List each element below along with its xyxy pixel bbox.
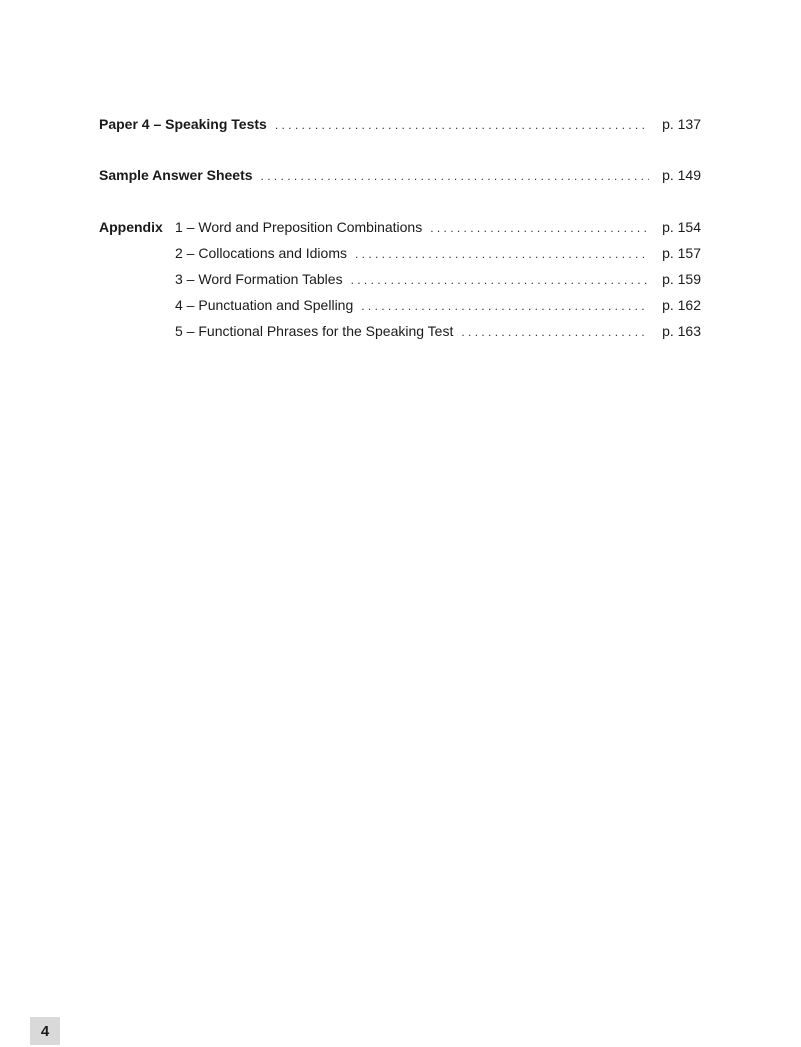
toc-entry-sample-answer-sheets (99, 165, 701, 185)
toc-appendix-item-2 (99, 243, 701, 263)
toc-entry-page: p. 137 (662, 116, 701, 132)
toc-entry-page: p. 149 (662, 167, 701, 183)
toc-appendix-item-4 (99, 295, 701, 315)
toc-entry-speaking-tests (99, 114, 701, 134)
dot-leader (355, 244, 649, 264)
dot-leader (261, 166, 649, 186)
toc-appendix-item-3 (99, 269, 701, 289)
dot-leader (461, 322, 649, 342)
page-number: 4 (30, 1017, 60, 1045)
dot-leader (430, 218, 649, 238)
appendix-item-page: p. 154 (662, 219, 701, 235)
appendix-item-page: p. 163 (662, 323, 701, 339)
dot-leader (351, 270, 649, 290)
appendix-item-page: p. 159 (662, 271, 701, 287)
appendix-item-title: 3 – Word Formation Tables (175, 271, 343, 287)
dot-leader (275, 115, 649, 135)
dot-leader (361, 296, 649, 316)
appendix-label: Appendix (99, 219, 163, 235)
appendix-item-title: 1 – Word and Preposition Combinations (175, 219, 423, 235)
toc-appendix-item-1 (99, 217, 701, 237)
toc-appendix-item-5 (99, 321, 701, 341)
appendix-item-title: 2 – Collocations and Idioms (175, 245, 347, 261)
appendix-item-page: p. 162 (662, 297, 701, 313)
toc-entry-title: Sample Answer Sheets (99, 167, 253, 183)
appendix-item-title: 5 – Functional Phrases for the Speaking Test (175, 323, 454, 339)
appendix-item-title: 4 – Punctuation and Spelling (175, 297, 354, 313)
appendix-item-page: p. 157 (662, 245, 701, 261)
toc-entry-title: Paper 4 – Speaking Tests (99, 116, 267, 132)
